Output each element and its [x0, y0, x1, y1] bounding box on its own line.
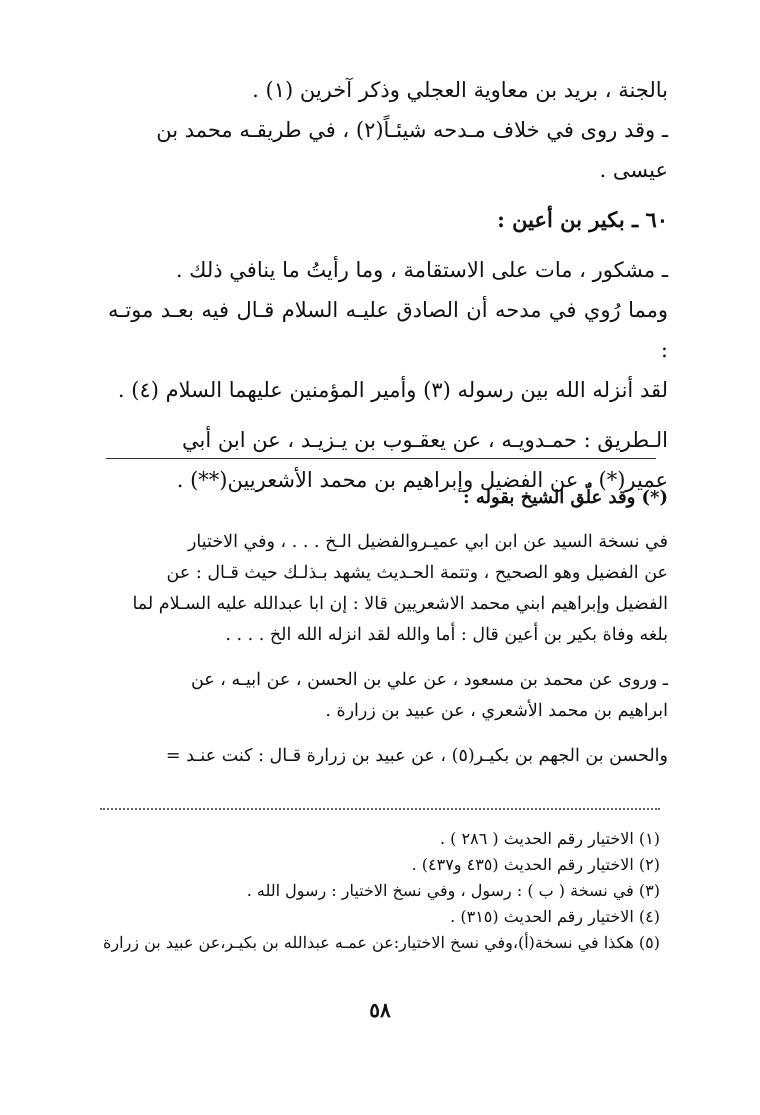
entry-heading: ٦٠ ـ بكير بن أعين : — [497, 207, 668, 232]
note-line: الفضيل وإبراهيم ابني محمد الاشعريين قالا : إن ابا عبدالله عليه السـلام لما — [132, 594, 668, 614]
text-line: ـ وقد روى في خلاف مـدحه شيئـاً(٢) ، في طريقـه محمد بن — [156, 118, 668, 142]
text-line: عيسى . — [599, 158, 668, 182]
chain-line: عمير(*) ، عن الفضيل وإبراهيم بن محمد الأشعريين(**) . — [176, 468, 668, 492]
footnote-item: (٤) الاختيار رقم الحديث (٣١٥) . — [450, 907, 660, 926]
text-line: ومما رُوي في مدحه أن الصادق عليـه السلام قـال فيه بعـد موتـه : — [108, 298, 668, 362]
footnote-item: (٣) في نسخة ( ب ) : رسول ، وفي نسخ الاختيار : رسول الله . — [246, 881, 660, 900]
chain-line: الـطريق : حمـدويـه ، عن يعقـوب بن يـزيـد ، عن ابن أبي — [182, 428, 668, 452]
footnote-divider — [106, 458, 656, 459]
note-line: عن الفضيل وهو الصحيح ، وتتمة الحـديث يشهد بـذلـك حيث قـال : عن — [166, 563, 668, 583]
footnote-item: (٥) هكذا في نسخة(أ)،وفي نسخ الاختيار:عن عمـه عبدالله بن بكيـر،عن عبيد بن زرارة — [103, 933, 660, 952]
commentary-note — [88, 482, 668, 772]
note-line: بلغه وفاة بكير بن أعين قال : أما والله لقد انزله الله الخ . . . . — [225, 625, 668, 645]
text-line: لقد أنزله الله بين رسوله (٣) وأمير المؤمنين عليهما السلام (٤) . — [117, 378, 668, 402]
main-text — [108, 70, 668, 500]
text-line: ـ مشكور ، مات على الاستقامة ، وما رأيتُ ما ينافي ذلك . — [175, 258, 668, 282]
page-number: ٥٨ — [369, 998, 391, 1022]
footnotes — [80, 826, 660, 956]
note-line: ابراهيم بن محمد الأشعري ، عن عبيد بن زرارة . — [325, 701, 668, 721]
note-line: في نسخة السيد عن ابن ابي عميـروالفضيل الـخ . . . ، وفي الاختيار — [187, 532, 668, 552]
footnote-item: (٢) الاختيار رقم الحديث (٤٣٥ و٤٣٧) . — [411, 855, 660, 874]
note-line: والحسن بن الجهم بن بكيـر(٥) ، عن عبيد بن زرارة قـال : كنت عنـد = — [165, 746, 668, 766]
text-line: بالجنة ، بريد بن معاوية العجلي وذكر آخرين (١) . — [252, 78, 668, 102]
footnote-separator — [100, 808, 660, 810]
note-heading: (*) وقد علّق الشيخ بقوله : — [462, 487, 668, 508]
note-line: ـ وروى عن محمد بن مسعود ، عن علي بن الحسن ، عن ابيـه ، عن — [190, 670, 668, 690]
footnote-item: (١) الاختيار رقم الحديث ( ٢٨٦ ) . — [440, 829, 660, 848]
